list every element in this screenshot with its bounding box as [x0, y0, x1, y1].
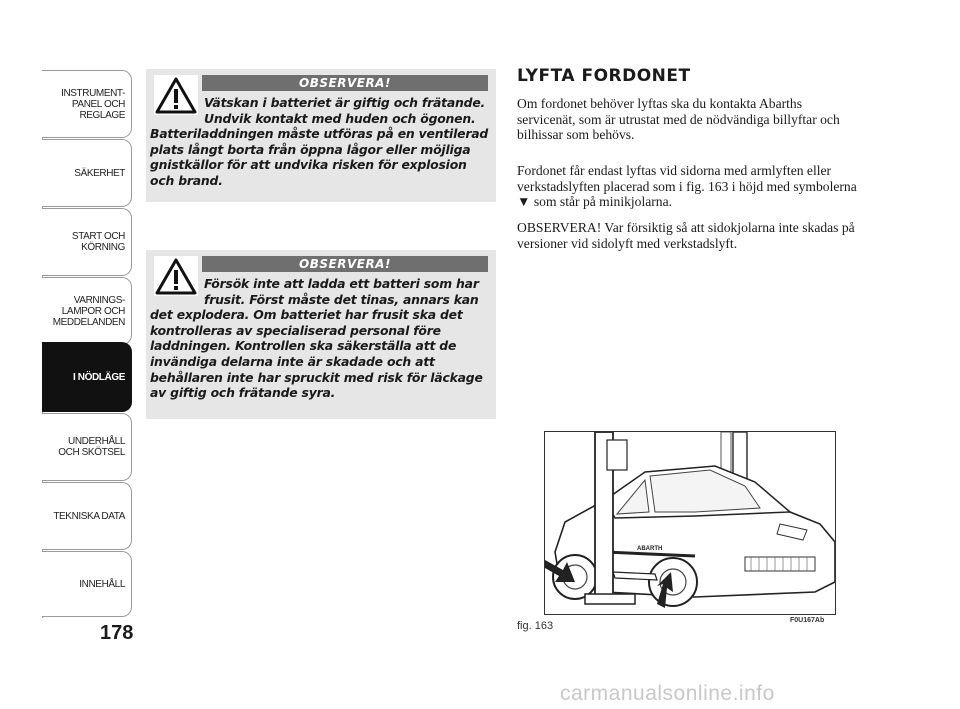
paragraph-contact-service: Om fordonet behöver lyftas ska du kontakta Abarths servicenät, som är utrustat med de nödvändiga billyftar och bilhissar som behövs.	[517, 96, 840, 142]
warning-body: det explodera. Om batteriet har frusit ska det kontrolleras av specialiserad personal före laddningen. Kontrollen ska säkerställa att de invändiga delarna inte är skadade och att behållaren inte har spruckit med risk för läckage av giftig och frätande syra.	[150, 307, 483, 401]
figure-car-on-lift	[544, 431, 836, 615]
warning-title: OBSERVERA!	[202, 75, 488, 91]
warning-box-battery-acid	[146, 69, 496, 202]
paragraph-observera: OBSERVERA! Var försiktig så att sidokjolarna inte skadas på versioner vid sidolyft med verkstadslyft.	[517, 220, 855, 251]
tab-start-och-korning[interactable]: START OCH KÖRNING	[42, 208, 132, 276]
figure-code: F0U167Ab	[790, 617, 825, 624]
tab-underhall[interactable]: UNDERHÅLL OCH SKÖTSEL	[42, 413, 132, 481]
warning-box-frozen-battery	[146, 250, 496, 419]
tab-innehall[interactable]: INNEHÅLL	[42, 551, 132, 617]
watermark: carmanualsonline.info	[560, 682, 775, 705]
tab-varningslampor[interactable]: VARNINGS- LAMPOR OCH MEDDELANDEN	[42, 277, 132, 345]
warning-first-line: Vätskan i batteriet är giftig och frätande. Undvik kontakt med huden och ögonen.	[204, 95, 486, 126]
paragraph-lift-points: Fordonet får endast lyftas vid sidorna med armlyften eller verkstadslyften placerad som i fig. 163 i höjd med symbolerna ▼ som står på minikjolarna.	[517, 163, 857, 209]
car-badge-text: ABARTH	[637, 546, 663, 552]
page-number: 178	[100, 622, 134, 644]
car-lift-illustration	[545, 432, 836, 615]
tab-sakerhet[interactable]: SÄKERHET	[42, 139, 132, 207]
tab-i-nodlage[interactable]: I NÖDLÄGE	[42, 342, 132, 412]
warning-title: OBSERVERA!	[202, 256, 488, 272]
section-heading: LYFTA FORDONET	[517, 66, 691, 86]
warning-first-line: Försök inte att ladda ett batteri som har frusit. Först måste det tinas, annars kan	[204, 276, 479, 307]
warning-text	[150, 95, 494, 189]
figure-caption: fig. 163	[517, 620, 554, 632]
tab-tekniska-data[interactable]: TEKNISKA DATA	[42, 482, 132, 550]
tab-instrumentpanel[interactable]: INSTRUMENT- PANEL OCH REGLAGE	[42, 70, 132, 138]
warning-body: Batteriladdningen måste utföras på en ventilerad plats långt borta från öppna lågor eller möjliga gnistkällor för att undvika risken för explosion och brand.	[150, 126, 489, 188]
warning-text	[150, 276, 494, 401]
